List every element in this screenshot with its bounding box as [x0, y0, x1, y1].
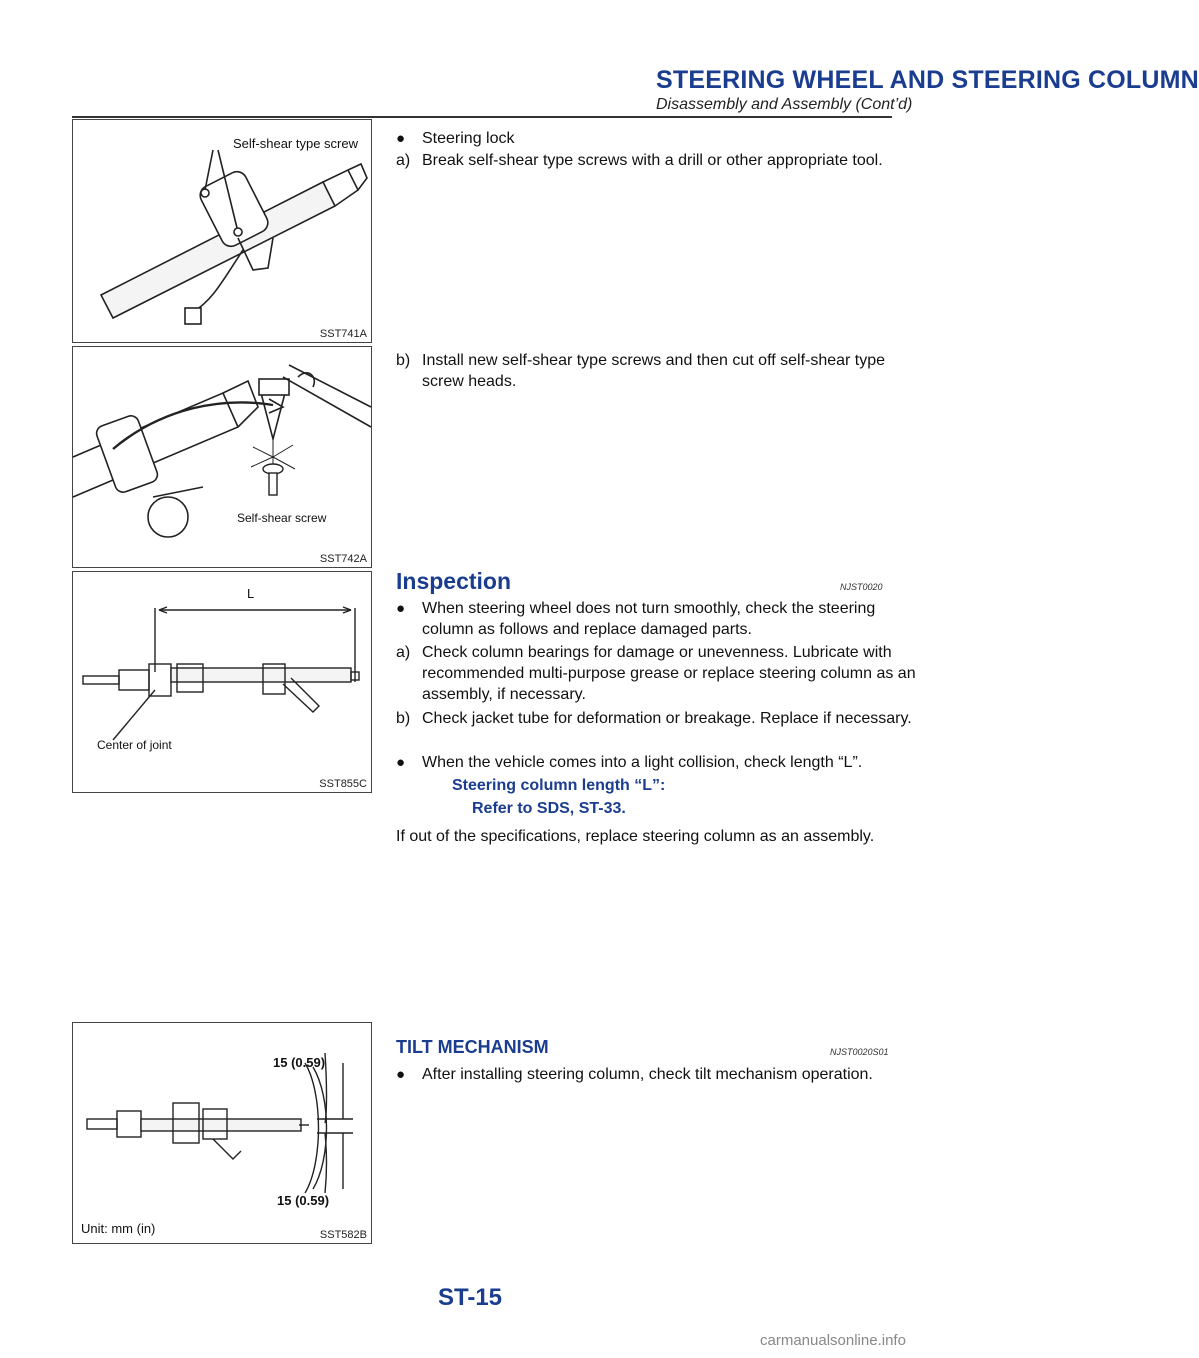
inspection-bullet-1: ● When steering wheel does not turn smoothly, check the steering column as follows and replace damaged parts.: [396, 600, 876, 638]
steering-lock-bullet: ● Steering lock: [396, 130, 515, 147]
spec-label: Steering column length “L”:: [452, 777, 666, 794]
page-subtitle: Disassembly and Assembly (Cont’d): [656, 96, 913, 113]
figure-sst741a: [72, 119, 372, 343]
steering-lock-step-b: b) Install new self-shear type screws and then cut off self-shear type screw heads.: [396, 352, 886, 390]
figure-sst855c: [72, 571, 372, 793]
inspection-heading: Inspection: [396, 568, 512, 594]
figure-id: SST741A: [319, 328, 367, 340]
watermark: carmanualsonline.info: [760, 1332, 906, 1349]
inspection-code: NJST0020: [840, 582, 883, 592]
inspection-step-b: b) Check jacket tube for deformation or breakage. Replace if necessary.: [396, 710, 912, 727]
tilt-heading: TILT MECHANISM: [396, 1037, 549, 1057]
callout-center-of-joint: Center of joint: [97, 738, 172, 752]
column-length-illustration: [73, 572, 371, 792]
screw-cutting-illustration: [73, 347, 371, 567]
callout-self-shear-screw: Self-shear screw: [237, 511, 327, 525]
figure-sst742a: [72, 346, 372, 568]
unit-label: Unit: mm (in): [81, 1221, 156, 1236]
header-divider: [72, 116, 892, 118]
bullet-icon: ●: [396, 1066, 406, 1083]
figure-id: SST582B: [319, 1229, 367, 1241]
steering-lock-step-a: a) Break self-shear type screws with a drill or other appropriate tool.: [396, 152, 883, 169]
dimension-bottom: 15 (0.59): [277, 1193, 330, 1208]
dimension-top: 15 (0.59): [273, 1055, 326, 1070]
bullet-icon: ●: [396, 754, 406, 771]
tilt-mechanism-illustration: [73, 1023, 371, 1243]
inspection-step-a: a) Check column bearings for damage or unevenness. Lubricate with recommended multi-purpose grease or replace steering column as an assembly, if necessary.: [396, 644, 916, 703]
page-number: ST-15: [438, 1284, 503, 1311]
bullet-icon: ●: [396, 130, 406, 147]
figure-id: SST742A: [319, 553, 367, 565]
tilt-bullet: ● After installing steering column, check tilt mechanism operation.: [396, 1066, 873, 1083]
spec-reference: Refer to SDS, ST-33.: [472, 800, 626, 817]
callout-self-shear-type-screw: Self-shear type screw: [233, 136, 358, 151]
figure-sst582b: [72, 1022, 372, 1244]
tilt-code: NJST0020S01: [830, 1047, 889, 1057]
bullet-icon: ●: [396, 600, 406, 617]
callout-length-l: L: [247, 586, 255, 601]
steering-lock-illustration: [73, 120, 371, 342]
figure-id: SST855C: [319, 778, 367, 790]
inspection-bullet-2: ● When the vehicle comes into a light collision, check length “L”.: [396, 754, 863, 771]
inspection-closing: If out of the specifications, replace steering column as an assembly.: [396, 828, 875, 845]
page-title: STEERING WHEEL AND STEERING COLUMN: [656, 66, 1199, 94]
